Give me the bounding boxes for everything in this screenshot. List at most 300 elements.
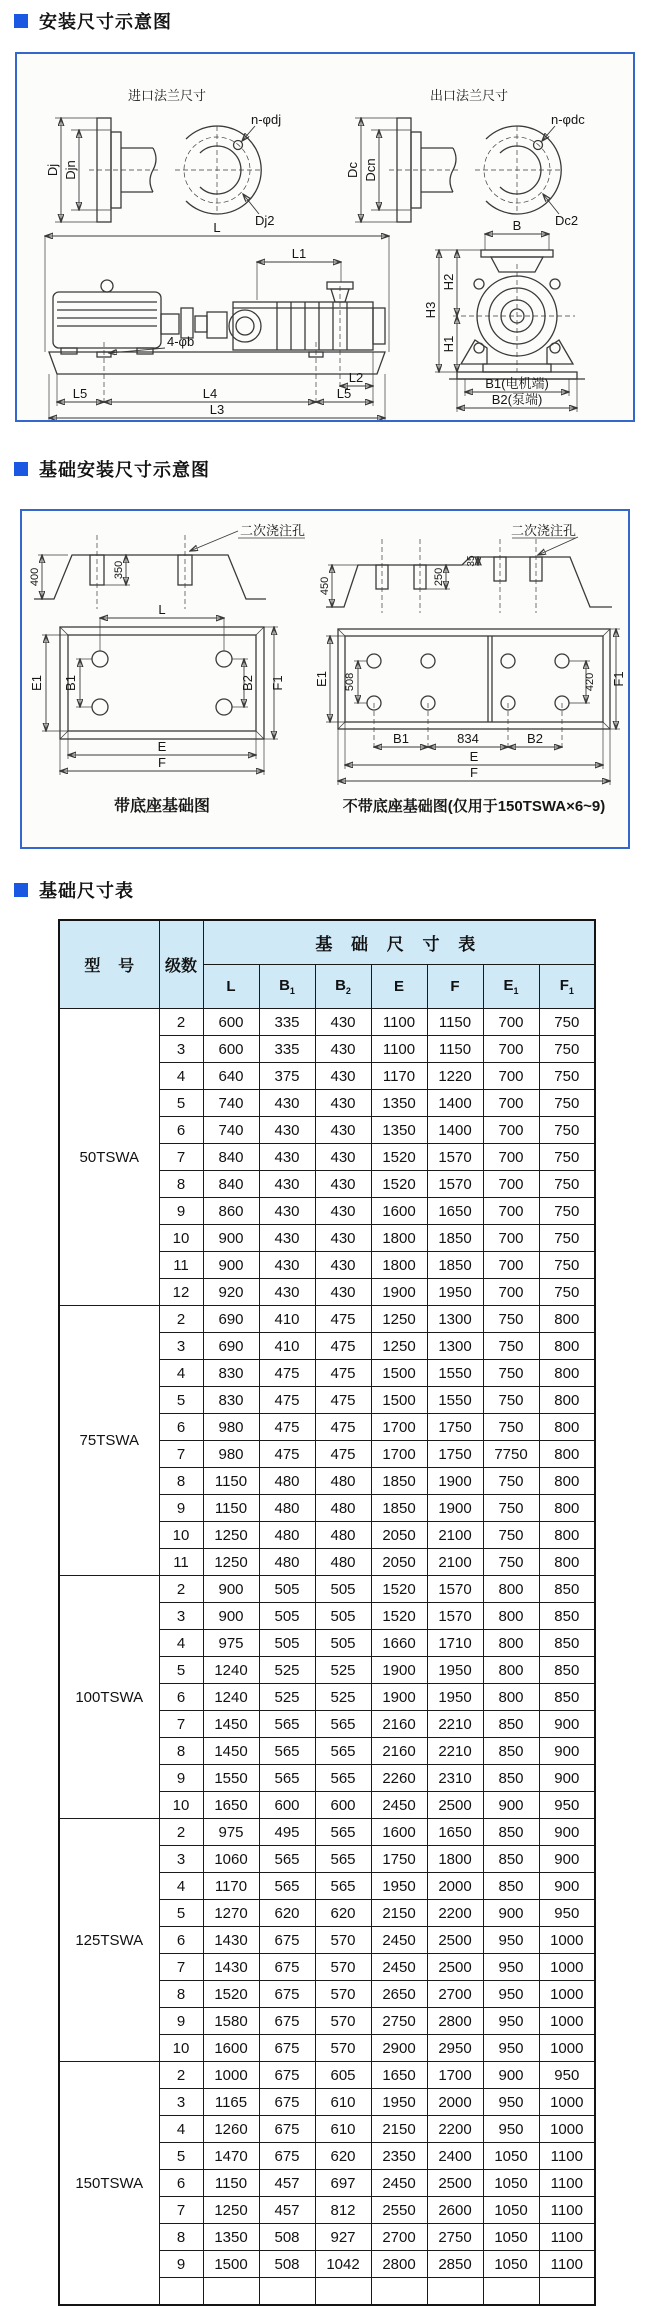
table-cell: 850 <box>483 1738 539 1765</box>
table-cell: 565 <box>315 1873 371 1900</box>
table-cell: 1250 <box>371 1306 427 1333</box>
table-cell: 3 <box>159 1603 203 1630</box>
table-cell: 900 <box>539 1765 595 1792</box>
table-cell: 7 <box>159 2197 203 2224</box>
table-cell: 1850 <box>371 1468 427 1495</box>
table-cell: 570 <box>315 1954 371 1981</box>
table-cell: 3 <box>159 1036 203 1063</box>
table-cell: 1100 <box>539 2251 595 2278</box>
table-cell: 2100 <box>427 1522 483 1549</box>
table-cell: 565 <box>315 1738 371 1765</box>
table-cell: 495 <box>259 1819 315 1846</box>
table-cell: 6 <box>159 1927 203 1954</box>
table-cell: 565 <box>315 1765 371 1792</box>
outlet-flange-drawing <box>345 112 585 228</box>
table-cell: 750 <box>483 1495 539 1522</box>
table-header-row-1 <box>59 920 595 965</box>
table-cell: 700 <box>483 1252 539 1279</box>
table-cell: 2 <box>159 1576 203 1603</box>
table-cell: 750 <box>483 1549 539 1576</box>
table-cell: 2750 <box>371 2008 427 2035</box>
table-cell: 2450 <box>371 1792 427 1819</box>
table-cell: 975 <box>203 1630 259 1657</box>
table-cell: 690 <box>203 1306 259 1333</box>
installation-drawing-frame <box>15 52 635 422</box>
table-row <box>59 1819 595 1846</box>
table-cell: 675 <box>259 2143 315 2170</box>
table-cell: 11 <box>159 1252 203 1279</box>
table-cell: 430 <box>315 1009 371 1036</box>
table-cell: 1000 <box>539 2035 595 2062</box>
foundation-dimension-table <box>58 919 596 2306</box>
table-cell: 850 <box>539 1684 595 1711</box>
table-cell: 1950 <box>427 1684 483 1711</box>
table-cell: 900 <box>203 1576 259 1603</box>
table-cell: 675 <box>259 2089 315 2116</box>
dim-label: L5 <box>336 386 352 401</box>
col-header: $B_1$ <box>259 965 315 1009</box>
with-base-caption: 带底座基础图 <box>113 798 211 815</box>
table-cell: 2800 <box>427 2008 483 2035</box>
table-cell: 2150 <box>371 2116 427 2143</box>
table-cell: 8 <box>159 1468 203 1495</box>
table-cell: 475 <box>315 1387 371 1414</box>
table-cell: 610 <box>315 2089 371 2116</box>
table-cell: 800 <box>483 1630 539 1657</box>
table-cell: 750 <box>539 1279 595 1306</box>
table-cell: 480 <box>315 1549 371 1576</box>
table-cell: 750 <box>539 1117 595 1144</box>
table-cell: 2600 <box>427 2197 483 2224</box>
table-cell: 335 <box>259 1036 315 1063</box>
table-cell: 1050 <box>483 2251 539 2278</box>
table-cell: 10 <box>159 1522 203 1549</box>
table-cell: 2 <box>159 1009 203 1036</box>
table-cell: 1520 <box>371 1171 427 1198</box>
table-cell: 950 <box>539 1792 595 1819</box>
table-cell: 4 <box>159 1873 203 1900</box>
table-cell: 505 <box>259 1603 315 1630</box>
table-cell: 920 <box>203 1279 259 1306</box>
col-header: $B_2$ <box>315 965 371 1009</box>
table-cell: 430 <box>315 1225 371 1252</box>
table-cell: 750 <box>539 1144 595 1171</box>
table-cell: 850 <box>539 1603 595 1630</box>
table-row <box>59 1009 595 1036</box>
table-cell: 1270 <box>203 1900 259 1927</box>
dim-label: E1 <box>314 671 329 687</box>
table-cell: 2200 <box>427 2116 483 2143</box>
table-cell: 840 <box>203 1171 259 1198</box>
table-cell: 750 <box>539 1090 595 1117</box>
table-cell: 800 <box>483 1576 539 1603</box>
dim-label: 420 <box>584 672 596 692</box>
inlet-flange-drawing <box>45 112 281 228</box>
table-cell: 1050 <box>483 2197 539 2224</box>
col-header-group: 基 础 尺 寸 表 <box>203 920 595 965</box>
dim-label: H3 <box>423 301 438 319</box>
table-cell: 2800 <box>371 2251 427 2278</box>
dim-label: 508 <box>344 672 356 692</box>
table-cell: 850 <box>539 1630 595 1657</box>
table-cell: 1520 <box>203 1981 259 2008</box>
table-cell: 4 <box>159 1063 203 1090</box>
table-cell: 2150 <box>371 1900 427 1927</box>
table-cell: 950 <box>483 1954 539 1981</box>
table-cell: 1660 <box>371 1630 427 1657</box>
table-cell: 1300 <box>427 1333 483 1360</box>
table-cell: 430 <box>259 1252 315 1279</box>
table-cell: 2950 <box>427 2035 483 2062</box>
table-cell: 2450 <box>371 1954 427 1981</box>
table-cell: 1550 <box>427 1360 483 1387</box>
table-cell: 565 <box>315 1819 371 1846</box>
table-cell: 2160 <box>371 1738 427 1765</box>
table-cell: 750 <box>539 1063 595 1090</box>
table-cell <box>483 2278 539 2306</box>
table-cell: 1600 <box>371 1819 427 1846</box>
table-cell: 480 <box>259 1549 315 1576</box>
pump-end-view <box>423 218 585 412</box>
table-cell: 5 <box>159 1387 203 1414</box>
table-cell: 2450 <box>371 1927 427 1954</box>
table-cell: 475 <box>315 1441 371 1468</box>
table-cell: 5 <box>159 1657 203 1684</box>
table-cell: 900 <box>483 2062 539 2089</box>
table-cell: 1500 <box>371 1387 427 1414</box>
table-cell: 1710 <box>427 1630 483 1657</box>
table-cell: 1170 <box>371 1063 427 1090</box>
table-cell: 9 <box>159 1495 203 1522</box>
table-cell: 335 <box>259 1009 315 1036</box>
table-cell: 1050 <box>483 2170 539 2197</box>
table-cell: 2210 <box>427 1738 483 1765</box>
table-cell: 1570 <box>427 1603 483 1630</box>
dim-label: H2 <box>441 273 456 291</box>
table-cell: 800 <box>483 1603 539 1630</box>
table-cell: 900 <box>539 1819 595 1846</box>
table-cell: 850 <box>539 1657 595 1684</box>
table-cell: 1350 <box>203 2224 259 2251</box>
table-cell: 750 <box>483 1414 539 1441</box>
table-cell: 620 <box>315 1900 371 1927</box>
table-cell: 1800 <box>371 1252 427 1279</box>
table-cell: 1520 <box>371 1144 427 1171</box>
table-cell: 750 <box>539 1198 595 1225</box>
table-cell: 1260 <box>203 2116 259 2143</box>
table-cell: 2000 <box>427 1873 483 1900</box>
section-title-table: 基础尺寸表 <box>39 881 134 901</box>
dimension-table-body <box>59 1009 595 2306</box>
table-cell: 4 <box>159 1630 203 1657</box>
table-cell: 1240 <box>203 1684 259 1711</box>
table-cell: 1150 <box>203 1468 259 1495</box>
table-cell: 1050 <box>483 2143 539 2170</box>
table-cell: 800 <box>539 1549 595 1576</box>
table-cell: 505 <box>259 1576 315 1603</box>
table-cell: 8 <box>159 1981 203 2008</box>
table-cell: 1500 <box>203 2251 259 2278</box>
table-cell: 675 <box>259 1981 315 2008</box>
table-cell: 508 <box>259 2251 315 2278</box>
table-cell: 2200 <box>427 1900 483 1927</box>
table-cell: 1350 <box>371 1090 427 1117</box>
table-cell: 430 <box>315 1063 371 1090</box>
table-cell: 975 <box>203 1819 259 1846</box>
table-cell: 570 <box>315 2008 371 2035</box>
table-cell: 1100 <box>371 1009 427 1036</box>
table-cell: 2900 <box>371 2035 427 2062</box>
table-cell: 1000 <box>539 2008 595 2035</box>
foundation-with-base <box>29 523 305 815</box>
without-base-caption: 不带底座基础图(仅用于150TSWA×6~9) <box>342 798 606 815</box>
dim-label: B1 <box>393 731 409 746</box>
table-cell: 900 <box>539 1711 595 1738</box>
table-cell: 750 <box>483 1522 539 1549</box>
table-cell: 1000 <box>539 2116 595 2143</box>
dim-label: H1 <box>441 335 456 353</box>
table-cell: 750 <box>539 1009 595 1036</box>
table-cell: 700 <box>483 1036 539 1063</box>
table-cell: 1165 <box>203 2089 259 2116</box>
table-cell: 700 <box>483 1009 539 1036</box>
table-cell: 900 <box>483 1900 539 1927</box>
model-cell: 75TSWA <box>59 1306 159 1576</box>
dim-label: B1 <box>63 675 78 691</box>
table-cell: 675 <box>259 1927 315 1954</box>
table-cell: 1500 <box>371 1360 427 1387</box>
table-cell <box>159 2278 203 2306</box>
table-cell: 10 <box>159 1792 203 1819</box>
dim-label: Dj2 <box>255 213 275 228</box>
table-cell: 1950 <box>427 1657 483 1684</box>
table-cell: 675 <box>259 2116 315 2143</box>
table-cell: 700 <box>483 1090 539 1117</box>
dim-label: L1 <box>291 246 307 261</box>
table-cell: 1700 <box>371 1441 427 1468</box>
table-cell: 750 <box>483 1387 539 1414</box>
table-cell: 750 <box>483 1360 539 1387</box>
table-cell: 1750 <box>427 1414 483 1441</box>
table-cell: 430 <box>259 1225 315 1252</box>
foundation-without-base <box>314 523 626 815</box>
table-cell: 525 <box>315 1657 371 1684</box>
dim-label: L <box>213 220 221 235</box>
foundation-drawing <box>22 511 628 847</box>
table-cell: 2 <box>159 2062 203 2089</box>
table-cell: 12 <box>159 1279 203 1306</box>
table-cell: 1060 <box>203 1846 259 1873</box>
table-cell: 1580 <box>203 2008 259 2035</box>
table-cell: 480 <box>315 1495 371 1522</box>
table-cell: 2400 <box>427 2143 483 2170</box>
table-cell <box>427 2278 483 2306</box>
table-cell: 600 <box>259 1792 315 1819</box>
table-cell: 2850 <box>427 2251 483 2278</box>
table-cell: 2210 <box>427 1711 483 1738</box>
dim-label: E1 <box>29 675 44 691</box>
table-cell: 1900 <box>427 1495 483 1522</box>
table-cell: 700 <box>483 1144 539 1171</box>
table-cell: 750 <box>483 1306 539 1333</box>
table-cell: 1220 <box>427 1063 483 1090</box>
table-cell: 800 <box>539 1306 595 1333</box>
table-cell: 430 <box>315 1090 371 1117</box>
table-cell: 850 <box>483 1846 539 1873</box>
table-cell: 675 <box>259 1954 315 1981</box>
dim-label: n-φdj <box>251 112 282 127</box>
table-cell: 800 <box>539 1414 595 1441</box>
table-cell: 600 <box>203 1009 259 1036</box>
table-cell: 700 <box>483 1117 539 1144</box>
table-cell: 750 <box>539 1252 595 1279</box>
model-cell: 150TSWA <box>59 2062 159 2306</box>
table-cell: 7 <box>159 1954 203 1981</box>
table-cell: 700 <box>483 1225 539 1252</box>
table-cell: 8 <box>159 2224 203 2251</box>
table-cell: 1150 <box>203 2170 259 2197</box>
grout-hole-label: 二次浇注孔 <box>240 523 306 538</box>
table-cell: 1000 <box>539 2089 595 2116</box>
col-header: E <box>371 965 427 1009</box>
table-cell: 1700 <box>427 2062 483 2089</box>
col-header: $F_1$ <box>539 965 595 1009</box>
table-cell: 565 <box>259 1846 315 1873</box>
model-cell: 125TSWA <box>59 1819 159 2062</box>
table-cell: 505 <box>315 1630 371 1657</box>
table-cell: 4 <box>159 2116 203 2143</box>
table-cell: 1000 <box>539 1927 595 1954</box>
table-cell: 800 <box>539 1333 595 1360</box>
table-cell: 430 <box>315 1198 371 1225</box>
table-cell: 480 <box>315 1522 371 1549</box>
table-cell: 565 <box>259 1873 315 1900</box>
table-row <box>59 2062 595 2089</box>
table-cell: 812 <box>315 2197 371 2224</box>
table-cell: 410 <box>259 1333 315 1360</box>
table-cell: 1400 <box>427 1090 483 1117</box>
table-cell: 2100 <box>427 1549 483 1576</box>
table-cell: 900 <box>203 1603 259 1630</box>
dim-label: F1 <box>270 675 285 691</box>
table-cell: 2050 <box>371 1522 427 1549</box>
table-cell: 2260 <box>371 1765 427 1792</box>
model-cell: 100TSWA <box>59 1576 159 1819</box>
table-cell: 620 <box>259 1900 315 1927</box>
dim-label: Dj <box>45 163 60 177</box>
table-cell: 6 <box>159 2170 203 2197</box>
table-cell: 430 <box>259 1090 315 1117</box>
table-cell: 1430 <box>203 1954 259 1981</box>
dim-label: L2 <box>348 370 364 385</box>
table-cell: 410 <box>259 1306 315 1333</box>
dim-label: B2(泵端) <box>491 392 543 407</box>
table-cell: 4 <box>159 1360 203 1387</box>
dim-label: L4 <box>202 386 218 401</box>
table-cell: 1520 <box>371 1603 427 1630</box>
table-cell: 565 <box>259 1738 315 1765</box>
table-cell: 525 <box>259 1684 315 1711</box>
table-cell: 675 <box>259 2035 315 2062</box>
table-cell: 5 <box>159 1900 203 1927</box>
table-cell: 8 <box>159 1738 203 1765</box>
table-cell: 1850 <box>427 1252 483 1279</box>
col-header: $E_1$ <box>483 965 539 1009</box>
table-cell: 9 <box>159 1198 203 1225</box>
table-cell: 565 <box>315 1846 371 1873</box>
table-cell: 1250 <box>371 1333 427 1360</box>
table-cell: 1800 <box>427 1846 483 1873</box>
col-header-model: 型 号 <box>59 920 159 1009</box>
table-cell: 480 <box>259 1522 315 1549</box>
table-cell: 565 <box>259 1711 315 1738</box>
table-cell: 610 <box>315 2116 371 2143</box>
dim-label: F <box>158 755 166 770</box>
table-cell: 750 <box>539 1171 595 1198</box>
table-cell: 7750 <box>483 1441 539 1468</box>
table-cell: 800 <box>539 1495 595 1522</box>
table-cell: 950 <box>483 2089 539 2116</box>
section-title-foundation: 基础安装尺寸示意图 <box>39 460 210 480</box>
table-cell: 525 <box>315 1684 371 1711</box>
table-cell: 1600 <box>203 2035 259 2062</box>
table-cell: 1900 <box>427 1468 483 1495</box>
table-cell: 675 <box>259 2062 315 2089</box>
table-cell: 2550 <box>371 2197 427 2224</box>
table-cell: 475 <box>315 1414 371 1441</box>
dim-label: E <box>469 749 479 764</box>
dim-label: B2 <box>240 675 255 691</box>
table-cell: 430 <box>315 1171 371 1198</box>
section-header-install <box>14 0 650 34</box>
dim-label: B <box>512 218 522 233</box>
table-cell: 740 <box>203 1090 259 1117</box>
table-cell: 900 <box>203 1225 259 1252</box>
table-cell: 697 <box>315 2170 371 2197</box>
section-header-table <box>14 877 650 903</box>
table-cell <box>315 2278 371 2306</box>
foundation-drawing-frame <box>20 509 630 849</box>
table-cell: 475 <box>259 1360 315 1387</box>
table-cell: 475 <box>259 1441 315 1468</box>
table-cell: 430 <box>315 1279 371 1306</box>
table-cell: 1900 <box>371 1684 427 1711</box>
dim-label: 4-φb <box>167 334 195 349</box>
table-cell: 375 <box>259 1063 315 1090</box>
table-cell: 800 <box>539 1468 595 1495</box>
blue-square-icon <box>14 462 28 476</box>
dim-label: L <box>158 602 166 617</box>
table-cell: 1250 <box>203 1522 259 1549</box>
installation-drawing <box>17 54 633 420</box>
table-cell: 1520 <box>371 1576 427 1603</box>
table-cell: 430 <box>315 1036 371 1063</box>
table-cell: 1600 <box>371 1198 427 1225</box>
table-cell: 1750 <box>371 1846 427 1873</box>
table-cell: 480 <box>259 1495 315 1522</box>
col-header: L <box>203 965 259 1009</box>
table-cell: 950 <box>539 1900 595 1927</box>
section-title-install: 安装尺寸示意图 <box>39 12 172 32</box>
table-cell: 830 <box>203 1360 259 1387</box>
table-cell: 950 <box>483 1981 539 2008</box>
table-cell: 850 <box>483 1873 539 1900</box>
dim-label: 834 <box>457 731 479 746</box>
table-cell: 1250 <box>203 2197 259 2224</box>
table-cell: 2450 <box>371 2170 427 2197</box>
table-cell: 620 <box>315 2143 371 2170</box>
dim-label: Djn <box>63 160 78 180</box>
